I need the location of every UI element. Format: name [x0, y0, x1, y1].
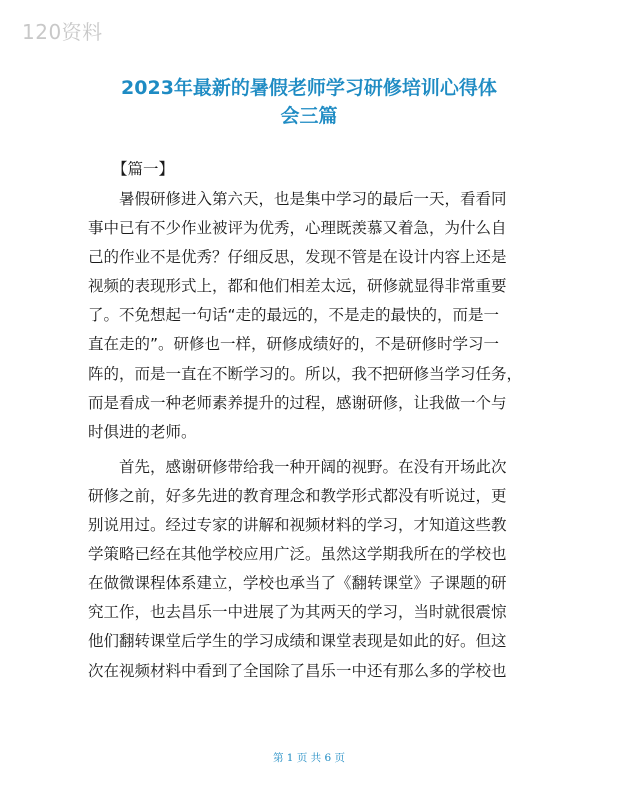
text-line: 首先，感谢研修带给我一种开阔的视野。在没有开场此次 [119, 457, 507, 476]
title-line: 会三篇 [280, 105, 338, 127]
text-line: 了。不免想起一句话“走的最远的，不是走的最快的，而是一 [88, 306, 500, 325]
text-line: 研修之前，好多先进的教育理念和教学形式都没有听说过，更 [88, 486, 507, 505]
text-line: 而是看成一种老师素养提升的过程，感谢研修，让我做一个与 [88, 393, 507, 412]
section-heading: 【篇一】 [112, 160, 175, 178]
text-line: 视频的表现形式上，都和他们相差太远，研修就显得非常重要 [88, 277, 507, 296]
text-line: 学策略已经在其他学校应用广泛。虽然这学期我所在的学校也 [88, 545, 507, 564]
text-line: 究工作，也去昌乐一中进展了为其两天的学习，当时就很震惊 [88, 603, 507, 622]
text-line: 直在走的”。研修也一样，研修成绩好的，不是研修时学习一 [88, 335, 500, 354]
text-line: 别说用过。经过专家的讲解和视频材料的学习，才知道这些教 [88, 516, 507, 535]
document-title [60, 74, 558, 130]
text-line: 时俱进的老师。 [88, 422, 197, 441]
text-line: 事中已有不少作业被评为优秀，心理既羡慕又着急，为什么自 [88, 219, 507, 238]
document-body [88, 185, 534, 686]
watermark-text: 120资料 [22, 20, 103, 44]
text-line: 在做微课程体系建立，学校也承当了《翻转课堂》子课题的研 [88, 574, 507, 593]
text-line: 次在视频材料中看到了全国除了昌乐一中还有那么多的学校也 [88, 661, 507, 680]
text-line: 他们翻转课堂后学生的学习成绩和课堂表现是如此的好。但这 [88, 632, 507, 651]
text-line: 己的作业不是优秀？仔细反思，发现不管是在设计内容上还是 [88, 248, 507, 267]
paragraph [88, 453, 534, 686]
paragraph [88, 185, 534, 447]
text-line: 暑假研修进入第六天，也是集中学习的最后一天，看看同 [119, 190, 507, 208]
text-line: 阵的，而是一直在不断学习的。所以，我不把研修当学习任务， [88, 364, 523, 383]
title-line: 2023年最新的暑假老师学习研修培训心得体 [121, 77, 497, 99]
page-footer: 第 1 页 共 6 页 [272, 752, 346, 764]
